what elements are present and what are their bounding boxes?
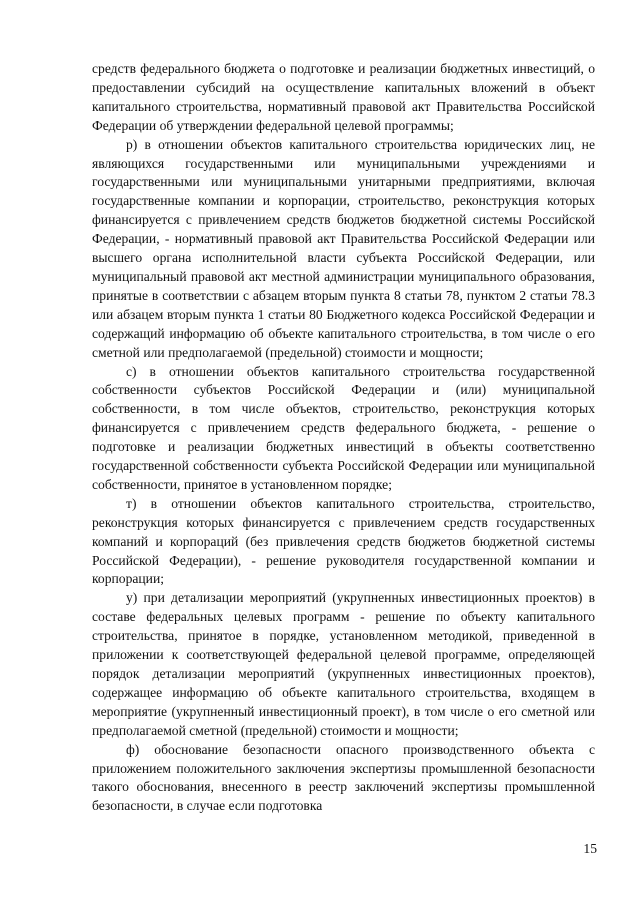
- paragraph-continuation: средств федерального бюджета о подготовке и реализации бюджетных инвестиций, о предоставлении субсидий на осуществление капитальных вложений в объект капитального строительства, нормативный правовой акт Правительства Российской Федерации об утверждении федеральной целевой программы;: [92, 61, 595, 133]
- paragraph-item-t: т) в отношении объектов капитального строительства, строительство, реконструкция которых финансируется с привлечением средств государственных компаний и корпораций (без привлечения средств бюджетов бюджетной системы Российской Федерации), - решение руководителя государственной компании и корпорации;: [92, 495, 595, 587]
- paragraph-item-u: у) при детализации мероприятий (укрупненных инвестиционных проектов) в составе федеральных целевых программ - решение по объекту капитального строительства, принятое в порядке, установленном методикой, приведенной в приложении к соответствующей федеральной целевой программе, определяющей порядок детализации мероприятий (укрупненных инвестиционных проектов), содержащее информацию об объекте капитального строительства, входящем в мероприятие (укрупненный инвестиционный проект), в том числе о его сметной или предполагаемой сметной (предельной) стоимости и мощности;: [92, 590, 595, 738]
- paragraph-item-r: р) в отношении объектов капитального строительства юридических лиц, не являющихся государственными или муниципальными учреждениями и государственными или муниципальными унитарными предприятиями, включая государственные компании и корпорации, строительство, реконструкция которых финансируется с привлечением средств бюджетов бюджетной системы Российской Федерации, - нормативный правовой акт Правительства Российской Федерации или высшего органа исполнительной власти субъекта Российской Федерации, или муниципальный правовой акт местной администрации муниципального образования, принятые в соответствии с абзацем вторым пункта 8 статьи 78, пунктом 2 статьи 78.3 или абзацем вторым пункта 1 статьи 80 Бюджетного кодекса Российской Федерации и содержащий информацию об объекте капитального строительства, в том числе о его сметной или предполагаемой (предельной) стоимости и мощности;: [92, 136, 595, 360]
- page-number: 15: [583, 841, 597, 856]
- paragraph-item-s: с) в отношении объектов капитального строительства государственной собственности субъектов Российской Федерации и (или) муниципальной собственности, в том числе объектов, строительство, реконструкция которых финансируется с привлечением средств федерального бюджета, - решение о подготовке и реализации бюджетных инвестиций в объекты соответственно государственной собственности субъекта Российской Федерации или муниципальной собственности, принятое в установленном порядке;: [92, 363, 595, 492]
- document-body: [92, 60, 595, 816]
- paragraph-item-f: ф) обоснование безопасности опасного производственного объекта с приложением положительного заключения экспертизы промышленной безопасности такого обоснования, внесенного в реестр заключений экспертизы промышленной безопасности, в случае если подготовка: [92, 741, 595, 814]
